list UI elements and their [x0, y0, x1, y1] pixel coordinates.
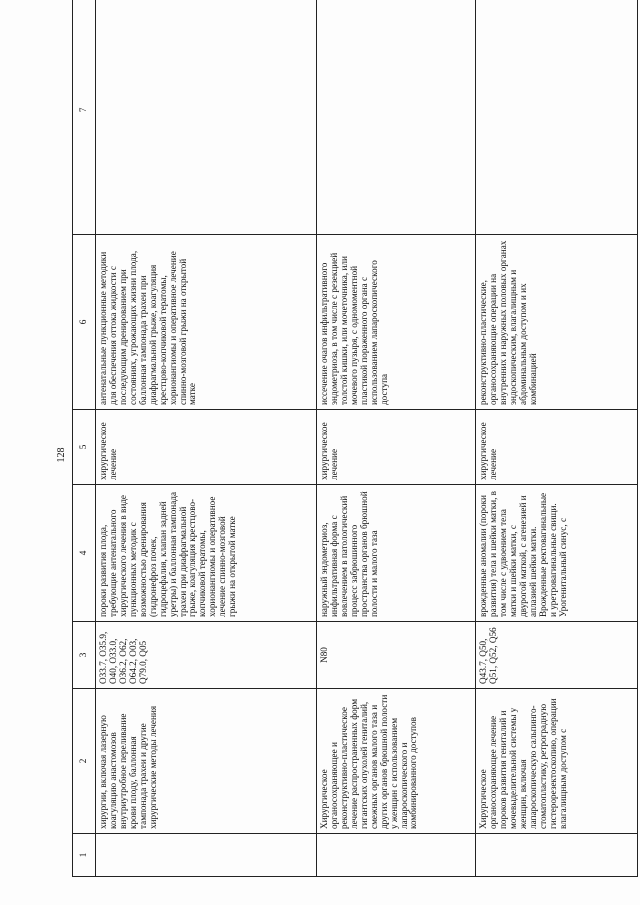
row-1-patient-model: пороки развития плода, требующие антенатального хирургического лечения в виде пункционных методик с возможностью дренирования (гидронефроз почек, гидроцефалия, клапан задней уретры) и баллонная тампонада трахеи при диафрагмальной грыже, коагуляция крестцово-копчиковой тератомы, хорионангиомы и оперативное лечение спинно-мозговой грыжи на открытой матке	[96, 485, 317, 622]
row-1-col-7	[96, 0, 317, 235]
page-number: 128	[56, 447, 67, 463]
row-2-method-name: Хирургическое органосохраняющее и реконструктивно-пластическое лечение распространенных форм гигантских опухолей гениталий, смежных органов малого таза и других органов брюшной полости у женщин с использованием лапароскопического и комбинированного доступов	[317, 689, 476, 834]
row-3-treatment-type: хирургическое лечение	[476, 410, 638, 485]
row-1-method-name: хирургии, включая лазерную коагуляцию анастомозов внутриутробное переливание крови плоду, баллонная тампонада трахеи и другие хирургические методы лечения	[96, 689, 317, 834]
row-3-patient-model: врожденные аномалии (пороки развития) тела и шейки матки, в том числе с удвоением тела матки и шейки матки, с двурогой маткой, с агенезией и аплазией шейки матки. Врожденные ректовагинальные и уретровагинальные свищи. Урогенитальный синус, с	[476, 485, 638, 622]
table-row	[317, 0, 476, 877]
row-3-treatment-method: реконструктивно-пластические, органосохраняющие операции на внутренних и наружных половых органах эндоскопическим, влагалищным и абдоминальным доступом и их комбинацией	[476, 235, 638, 410]
header-col-5: 5	[73, 410, 96, 485]
medical-care-table	[72, 0, 638, 877]
table-row	[476, 0, 638, 877]
row-2-treatment-method: иссечение очагов инфильтративного эндометриоза, в том числе с резекцией толстой кишки, или мочеточника, или мочевого пузыря, с одномоментной пластикой пораженного органа с использованием лапароскопического доступа	[317, 235, 476, 410]
row-3-method-name: Хирургическое органосохраняющее лечение пороков развития гениталий и мочевыделительной системы у женщин, включая лапароскопическую сальпинго-стоматопластику, ретроградную гистерорезектоскопию, операции влагалищным доступом с	[476, 689, 638, 834]
table-row	[96, 0, 317, 877]
header-col-4: 4	[73, 485, 96, 622]
row-2-patient-model: наружный эндометриоз, инфильтративная форма с вовлечением в патологический процесс забрюшинного пространства органов брюшной полости и малого таза	[317, 485, 476, 622]
row-3-col-1	[476, 834, 638, 877]
header-col-7: 7	[73, 0, 96, 235]
row-2-icd-codes: N80	[317, 622, 476, 689]
header-row	[73, 0, 96, 877]
row-1-treatment-method: антенатальные пункционные методики для обеспечения оттока жидкости с последующим дренированием при состояниях, угрожающих жизни плода, баллонная тампонада трахеи при диафрагмальной грыже, коагуляция крестцово-копчиковой тератомы, хорионангиомы и оперативное лечение спинно-мозговой грыжи на открытой матке	[96, 235, 317, 410]
row-2-col-1	[317, 834, 476, 877]
header-col-6: 6	[73, 235, 96, 410]
row-1-treatment-type: хирургическое лечение	[96, 410, 317, 485]
header-col-1: 1	[73, 834, 96, 877]
header-col-3: 3	[73, 622, 96, 689]
row-3-icd-codes: Q43.7, Q50, Q51, Q52, Q56	[476, 622, 638, 689]
row-3-col-7	[476, 0, 638, 235]
row-1-icd-codes: O33.7, O35.9, O40, O33.0, O36.2, O62, O64.2, O03, Q79.0, Q05	[96, 622, 317, 689]
row-1-col-1	[96, 834, 317, 877]
row-2-col-7	[317, 0, 476, 235]
header-col-2: 2	[73, 689, 96, 834]
row-2-treatment-type: хирургическое лечение	[317, 410, 476, 485]
